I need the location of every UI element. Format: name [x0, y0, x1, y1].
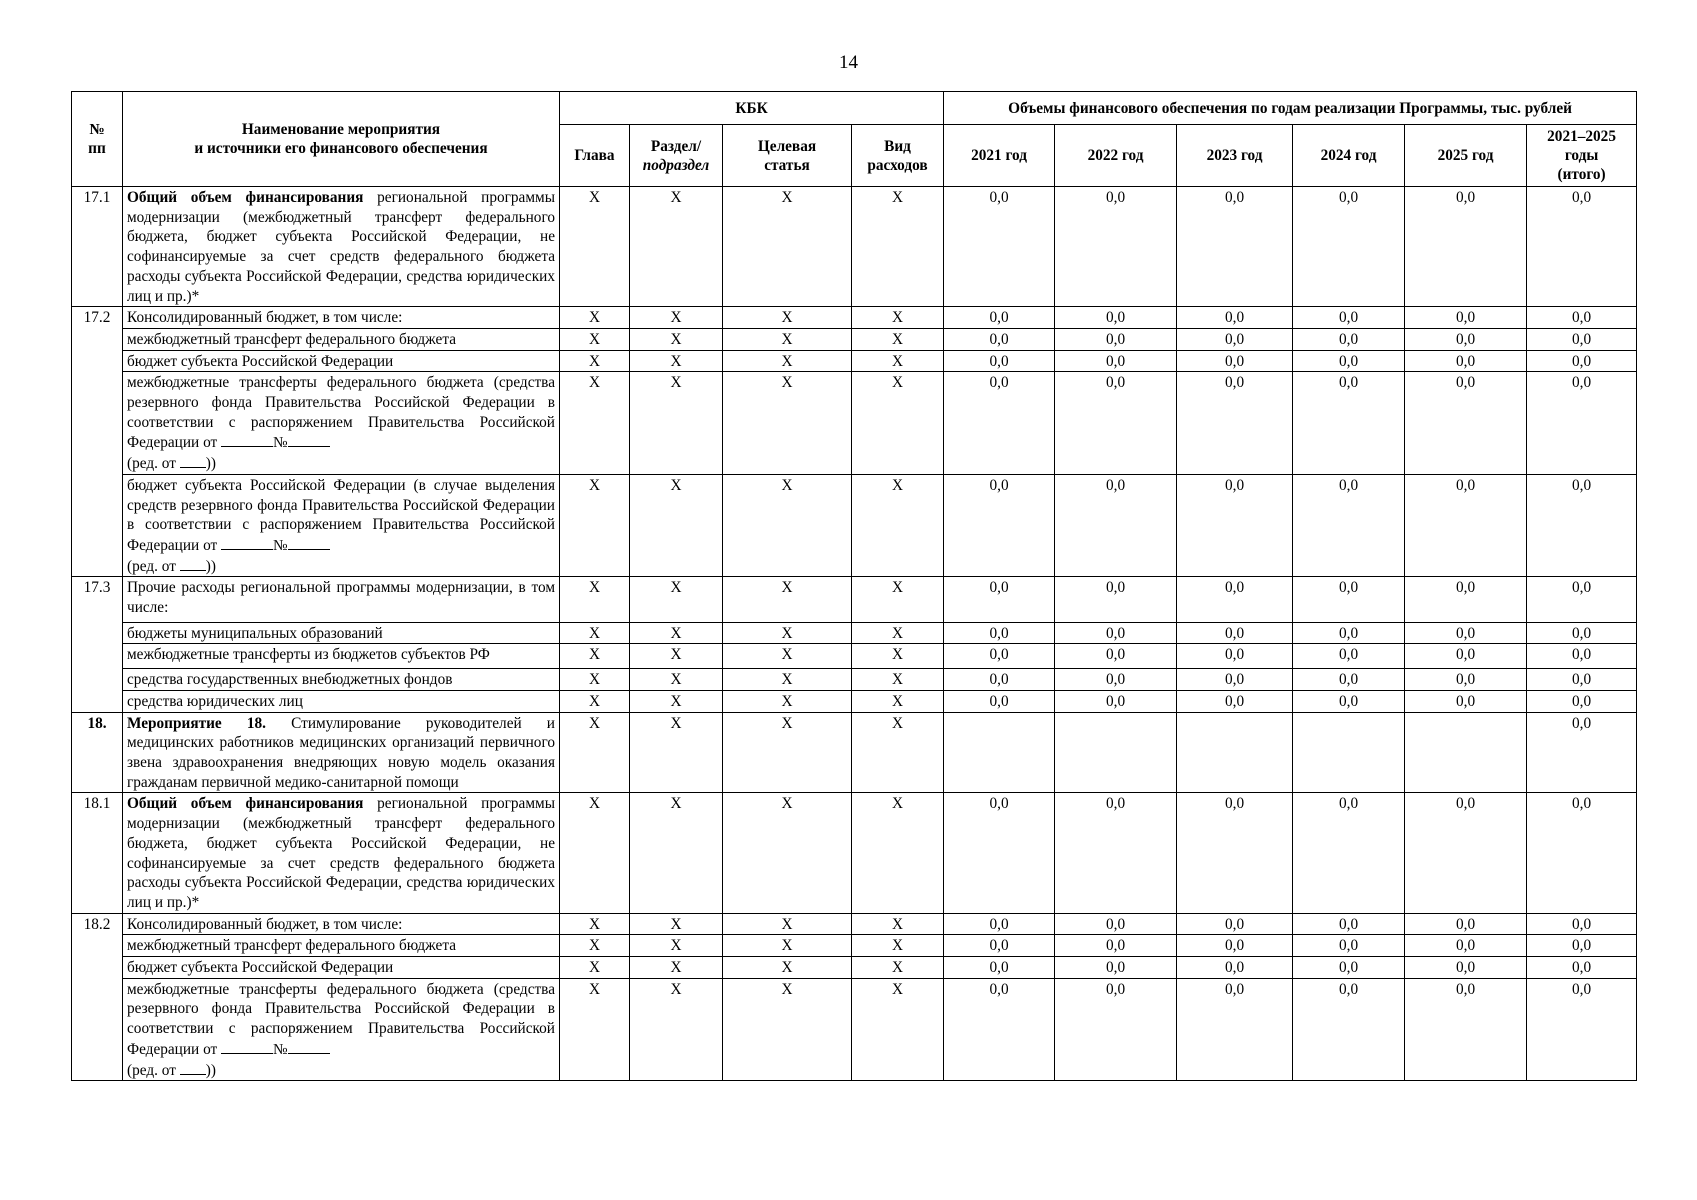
- value-2022-cell: 0,0: [1055, 474, 1177, 577]
- value-2023-cell: 0,0: [1177, 372, 1293, 475]
- tselevaya-cell: X: [723, 350, 852, 372]
- glava-cell: X: [560, 577, 630, 622]
- vid-cell: X: [852, 712, 944, 793]
- table-row: [72, 935, 1697, 957]
- vid-cell: X: [852, 328, 944, 350]
- value-total-cell: 0,0: [1527, 372, 1637, 475]
- value-2023-cell: 0,0: [1177, 577, 1293, 622]
- value-2025-cell: 0,0: [1405, 690, 1527, 712]
- value-2025-cell: 0,0: [1405, 474, 1527, 577]
- value-2024-cell: 0,0: [1293, 577, 1405, 622]
- table-row: [72, 644, 1697, 669]
- value-2024-cell: 0,0: [1293, 350, 1405, 372]
- value-total-cell: 0,0: [1527, 328, 1637, 350]
- razdel-cell: X: [630, 307, 723, 329]
- value-2025-cell: 0,0: [1405, 913, 1527, 935]
- row-name: бюджеты муниципальных образований: [123, 622, 560, 644]
- value-2022-cell: 0,0: [1055, 669, 1177, 691]
- kbk-header: КБК: [560, 92, 944, 125]
- row-number: 18.: [72, 712, 123, 793]
- row-name: Прочие расходы региональной программы модернизации, в том числе:: [123, 577, 560, 622]
- glava-cell: X: [560, 328, 630, 350]
- row-number: 18.2: [72, 913, 123, 1081]
- value-2022-cell: 0,0: [1055, 978, 1177, 1081]
- vid-cell: X: [852, 913, 944, 935]
- year-2025-header: 2025 год: [1405, 125, 1527, 187]
- value-2022-cell: 0,0: [1055, 690, 1177, 712]
- row-name: межбюджетные трансферты федерального бюджета (средства резервного фонда Правительства Российской Федерации в соответствии с распоряжением Правительства Российской Федерации от № (ред. от )): [123, 372, 560, 475]
- table-row: [72, 669, 1697, 691]
- row-name: межбюджетные трансферты из бюджетов субъектов РФ: [123, 644, 560, 669]
- value-2024-cell: 0,0: [1293, 978, 1405, 1081]
- glava-cell: X: [560, 957, 630, 979]
- page-number: 14: [839, 52, 858, 73]
- razdel-cell: X: [630, 690, 723, 712]
- tselevaya-cell: X: [723, 712, 852, 793]
- value-2024-cell: 0,0: [1293, 644, 1405, 669]
- razdel-cell: X: [630, 644, 723, 669]
- value-2022-cell: [1055, 712, 1177, 793]
- value-2024-cell: 0,0: [1293, 328, 1405, 350]
- year-2023-header: 2023 год: [1177, 125, 1293, 187]
- value-2021-cell: 0,0: [944, 187, 1055, 307]
- value-2025-cell: 0,0: [1405, 577, 1527, 622]
- vid-cell: X: [852, 577, 944, 622]
- value-2021-cell: 0,0: [944, 622, 1055, 644]
- value-2021-cell: 0,0: [944, 913, 1055, 935]
- value-2025-cell: 0,0: [1405, 669, 1527, 691]
- table-row: [72, 622, 1697, 644]
- value-total-cell: 0,0: [1527, 307, 1637, 329]
- razdel-cell: X: [630, 669, 723, 691]
- table-row: [72, 690, 1697, 712]
- col-num-header: № пп: [72, 92, 123, 187]
- value-2021-cell: 0,0: [944, 307, 1055, 329]
- row-name: Общий объем финансирования региональной программы модернизации (межбюджетный трансферт федерального бюджета, бюджет субъекта Российской Федерации, не софинансируемые за счет средств федерального бюджета расходы субъекта Российской Федерации, средства юридических лиц и пр.)*: [123, 793, 560, 913]
- vid-cell: X: [852, 307, 944, 329]
- value-total-cell: 0,0: [1527, 978, 1637, 1081]
- total-header: 2021‒2025 годы (итого): [1527, 125, 1637, 187]
- value-2022-cell: 0,0: [1055, 577, 1177, 622]
- razdel-cell: X: [630, 793, 723, 913]
- value-2022-cell: 0,0: [1055, 328, 1177, 350]
- vid-cell: X: [852, 978, 944, 1081]
- table-row: [72, 577, 1697, 622]
- value-2024-cell: 0,0: [1293, 669, 1405, 691]
- value-2021-cell: 0,0: [944, 690, 1055, 712]
- tselevaya-cell: X: [723, 793, 852, 913]
- row-name: межбюджетный трансферт федерального бюджета: [123, 328, 560, 350]
- row-name: бюджет субъекта Российской Федерации: [123, 957, 560, 979]
- table-row: [72, 913, 1697, 935]
- table-row: [72, 350, 1697, 372]
- glava-cell: X: [560, 669, 630, 691]
- glava-header: Глава: [560, 125, 630, 187]
- tselevaya-header: Целевая статья: [723, 125, 852, 187]
- value-2023-cell: 0,0: [1177, 644, 1293, 669]
- value-2025-cell: 0,0: [1405, 978, 1527, 1081]
- table-row: [72, 307, 1697, 329]
- value-2021-cell: 0,0: [944, 372, 1055, 475]
- tselevaya-cell: X: [723, 328, 852, 350]
- value-2025-cell: [1405, 712, 1527, 793]
- glava-cell: X: [560, 978, 630, 1081]
- value-2024-cell: 0,0: [1293, 187, 1405, 307]
- glava-cell: X: [560, 474, 630, 577]
- value-2023-cell: 0,0: [1177, 935, 1293, 957]
- value-2025-cell: 0,0: [1405, 793, 1527, 913]
- value-2024-cell: 0,0: [1293, 474, 1405, 577]
- row-name: Общий объем финансирования региональной программы модернизации (межбюджетный трансферт федерального бюджета, бюджет субъекта Российской Федерации, не софинансируемые за счет средств федерального бюджета расходы субъекта Российской Федерации, средства юридических лиц и пр.)*: [123, 187, 560, 307]
- vid-cell: X: [852, 793, 944, 913]
- vid-cell: X: [852, 187, 944, 307]
- vid-cell: X: [852, 690, 944, 712]
- glava-cell: X: [560, 307, 630, 329]
- glava-cell: X: [560, 622, 630, 644]
- glava-cell: X: [560, 644, 630, 669]
- glava-cell: X: [560, 372, 630, 475]
- value-2024-cell: 0,0: [1293, 793, 1405, 913]
- year-2021-header: 2021 год: [944, 125, 1055, 187]
- value-total-cell: 0,0: [1527, 622, 1637, 644]
- row-name: межбюджетные трансферты федерального бюджета (средства резервного фонда Правительства Российской Федерации в соответствии с распоряжением Правительства Российской Федерации от № (ред. от )): [123, 978, 560, 1081]
- razdel-cell: X: [630, 978, 723, 1081]
- value-2021-cell: 0,0: [944, 957, 1055, 979]
- razdel-cell: X: [630, 913, 723, 935]
- value-2025-cell: 0,0: [1405, 957, 1527, 979]
- tselevaya-cell: X: [723, 690, 852, 712]
- vid-cell: X: [852, 372, 944, 475]
- volumes-header: Объемы финансового обеспечения по годам реализации Программы, тыс. рублей: [944, 92, 1637, 125]
- value-total-cell: 0,0: [1527, 935, 1637, 957]
- vid-cell: X: [852, 935, 944, 957]
- razdel-header: Раздел/ подраздел: [630, 125, 723, 187]
- value-2021-cell: 0,0: [944, 577, 1055, 622]
- value-2021-cell: 0,0: [944, 328, 1055, 350]
- table-row: [72, 978, 1697, 1081]
- vid-cell: X: [852, 957, 944, 979]
- row-number: 17.2: [72, 307, 123, 577]
- value-2022-cell: 0,0: [1055, 187, 1177, 307]
- table-row: [72, 187, 1697, 307]
- razdel-cell: X: [630, 328, 723, 350]
- row-name: Мероприятие 18. Стимулирование руководителей и медицинских работников медицинских организаций первичного звена здравоохранения внедряющих новую модель оказания гражданам первичной медико-санитарной помощи: [123, 712, 560, 793]
- value-2022-cell: 0,0: [1055, 622, 1177, 644]
- year-2024-header: 2024 год: [1293, 125, 1405, 187]
- value-2024-cell: [1293, 712, 1405, 793]
- row-name: Консолидированный бюджет, в том числе:: [123, 307, 560, 329]
- value-total-cell: 0,0: [1527, 712, 1637, 793]
- tselevaya-cell: X: [723, 935, 852, 957]
- value-total-cell: 0,0: [1527, 187, 1637, 307]
- value-2022-cell: 0,0: [1055, 935, 1177, 957]
- vid-header: Вид расходов: [852, 125, 944, 187]
- value-2021-cell: [944, 712, 1055, 793]
- row-name: бюджет субъекта Российской Федерации (в случае выделения средств резервного фонда Правительства Российской Федерации в соответствии с распоряжением Правительства Российской Федерации от № (ред. от )): [123, 474, 560, 577]
- table-row: [72, 957, 1697, 979]
- col-name-header: Наименование мероприятия и источники его финансового обеспечения: [123, 92, 560, 187]
- value-2024-cell: 0,0: [1293, 690, 1405, 712]
- value-total-cell: 0,0: [1527, 644, 1637, 669]
- razdel-cell: X: [630, 577, 723, 622]
- value-2021-cell: 0,0: [944, 978, 1055, 1081]
- tselevaya-cell: X: [723, 669, 852, 691]
- financing-table: [71, 91, 1697, 1081]
- value-2021-cell: 0,0: [944, 793, 1055, 913]
- table-row: [72, 474, 1697, 577]
- value-total-cell: 0,0: [1527, 793, 1637, 913]
- value-2023-cell: 0,0: [1177, 622, 1293, 644]
- value-2022-cell: 0,0: [1055, 372, 1177, 475]
- value-total-cell: 0,0: [1527, 913, 1637, 935]
- row-name: бюджет субъекта Российской Федерации: [123, 350, 560, 372]
- value-2025-cell: 0,0: [1405, 328, 1527, 350]
- tselevaya-cell: X: [723, 978, 852, 1081]
- glava-cell: X: [560, 712, 630, 793]
- razdel-cell: X: [630, 187, 723, 307]
- razdel-cell: X: [630, 474, 723, 577]
- value-2025-cell: 0,0: [1405, 307, 1527, 329]
- vid-cell: X: [852, 644, 944, 669]
- razdel-cell: X: [630, 372, 723, 475]
- value-2023-cell: 0,0: [1177, 978, 1293, 1081]
- value-2022-cell: 0,0: [1055, 793, 1177, 913]
- value-2023-cell: 0,0: [1177, 350, 1293, 372]
- tselevaya-cell: X: [723, 187, 852, 307]
- value-2021-cell: 0,0: [944, 935, 1055, 957]
- value-2023-cell: 0,0: [1177, 307, 1293, 329]
- value-2024-cell: 0,0: [1293, 622, 1405, 644]
- razdel-cell: X: [630, 935, 723, 957]
- row-name: средства юридических лиц: [123, 690, 560, 712]
- glava-cell: X: [560, 187, 630, 307]
- value-total-cell: 0,0: [1527, 474, 1637, 577]
- value-total-cell: 0,0: [1527, 669, 1637, 691]
- vid-cell: X: [852, 474, 944, 577]
- value-2025-cell: 0,0: [1405, 644, 1527, 669]
- value-2025-cell: 0,0: [1405, 187, 1527, 307]
- value-total-cell: 0,0: [1527, 350, 1637, 372]
- value-2024-cell: 0,0: [1293, 372, 1405, 475]
- value-2024-cell: 0,0: [1293, 935, 1405, 957]
- tselevaya-cell: X: [723, 913, 852, 935]
- value-total-cell: 0,0: [1527, 690, 1637, 712]
- value-2023-cell: 0,0: [1177, 690, 1293, 712]
- value-2023-cell: 0,0: [1177, 187, 1293, 307]
- value-total-cell: 0,0: [1527, 577, 1637, 622]
- tselevaya-cell: X: [723, 307, 852, 329]
- razdel-cell: X: [630, 957, 723, 979]
- tselevaya-cell: X: [723, 474, 852, 577]
- glava-cell: X: [560, 913, 630, 935]
- glava-cell: X: [560, 793, 630, 913]
- table-row: [72, 712, 1697, 793]
- tselevaya-cell: X: [723, 644, 852, 669]
- value-2021-cell: 0,0: [944, 350, 1055, 372]
- value-2023-cell: 0,0: [1177, 913, 1293, 935]
- value-2022-cell: 0,0: [1055, 913, 1177, 935]
- value-2024-cell: 0,0: [1293, 957, 1405, 979]
- value-2022-cell: 0,0: [1055, 957, 1177, 979]
- row-number: 18.1: [72, 793, 123, 913]
- value-2023-cell: 0,0: [1177, 957, 1293, 979]
- row-name: средства государственных внебюджетных фондов: [123, 669, 560, 691]
- razdel-cell: X: [630, 622, 723, 644]
- value-2024-cell: 0,0: [1293, 307, 1405, 329]
- vid-cell: X: [852, 622, 944, 644]
- glava-cell: X: [560, 935, 630, 957]
- glava-cell: X: [560, 690, 630, 712]
- value-2025-cell: 0,0: [1405, 622, 1527, 644]
- value-2023-cell: [1177, 712, 1293, 793]
- value-2022-cell: 0,0: [1055, 644, 1177, 669]
- value-2025-cell: 0,0: [1405, 935, 1527, 957]
- value-2022-cell: 0,0: [1055, 350, 1177, 372]
- value-2021-cell: 0,0: [944, 474, 1055, 577]
- value-2023-cell: 0,0: [1177, 669, 1293, 691]
- tselevaya-cell: X: [723, 372, 852, 475]
- value-2025-cell: 0,0: [1405, 372, 1527, 475]
- row-number: 17.1: [72, 187, 123, 307]
- value-2021-cell: 0,0: [944, 644, 1055, 669]
- table-row: [72, 328, 1697, 350]
- vid-cell: X: [852, 350, 944, 372]
- value-2023-cell: 0,0: [1177, 793, 1293, 913]
- tselevaya-cell: X: [723, 577, 852, 622]
- razdel-cell: X: [630, 712, 723, 793]
- value-2025-cell: 0,0: [1405, 350, 1527, 372]
- vid-cell: X: [852, 669, 944, 691]
- value-2023-cell: 0,0: [1177, 328, 1293, 350]
- row-number: 17.3: [72, 577, 123, 712]
- tselevaya-cell: X: [723, 622, 852, 644]
- row-name: Консолидированный бюджет, в том числе:: [123, 913, 560, 935]
- row-name: межбюджетный трансферт федерального бюджета: [123, 935, 560, 957]
- value-total-cell: 0,0: [1527, 957, 1637, 979]
- value-2024-cell: 0,0: [1293, 913, 1405, 935]
- glava-cell: X: [560, 350, 630, 372]
- table-row: [72, 793, 1697, 913]
- razdel-cell: X: [630, 350, 723, 372]
- value-2021-cell: 0,0: [944, 669, 1055, 691]
- value-2022-cell: 0,0: [1055, 307, 1177, 329]
- tselevaya-cell: X: [723, 957, 852, 979]
- value-2023-cell: 0,0: [1177, 474, 1293, 577]
- year-2022-header: 2022 год: [1055, 125, 1177, 187]
- table-row: [72, 372, 1697, 475]
